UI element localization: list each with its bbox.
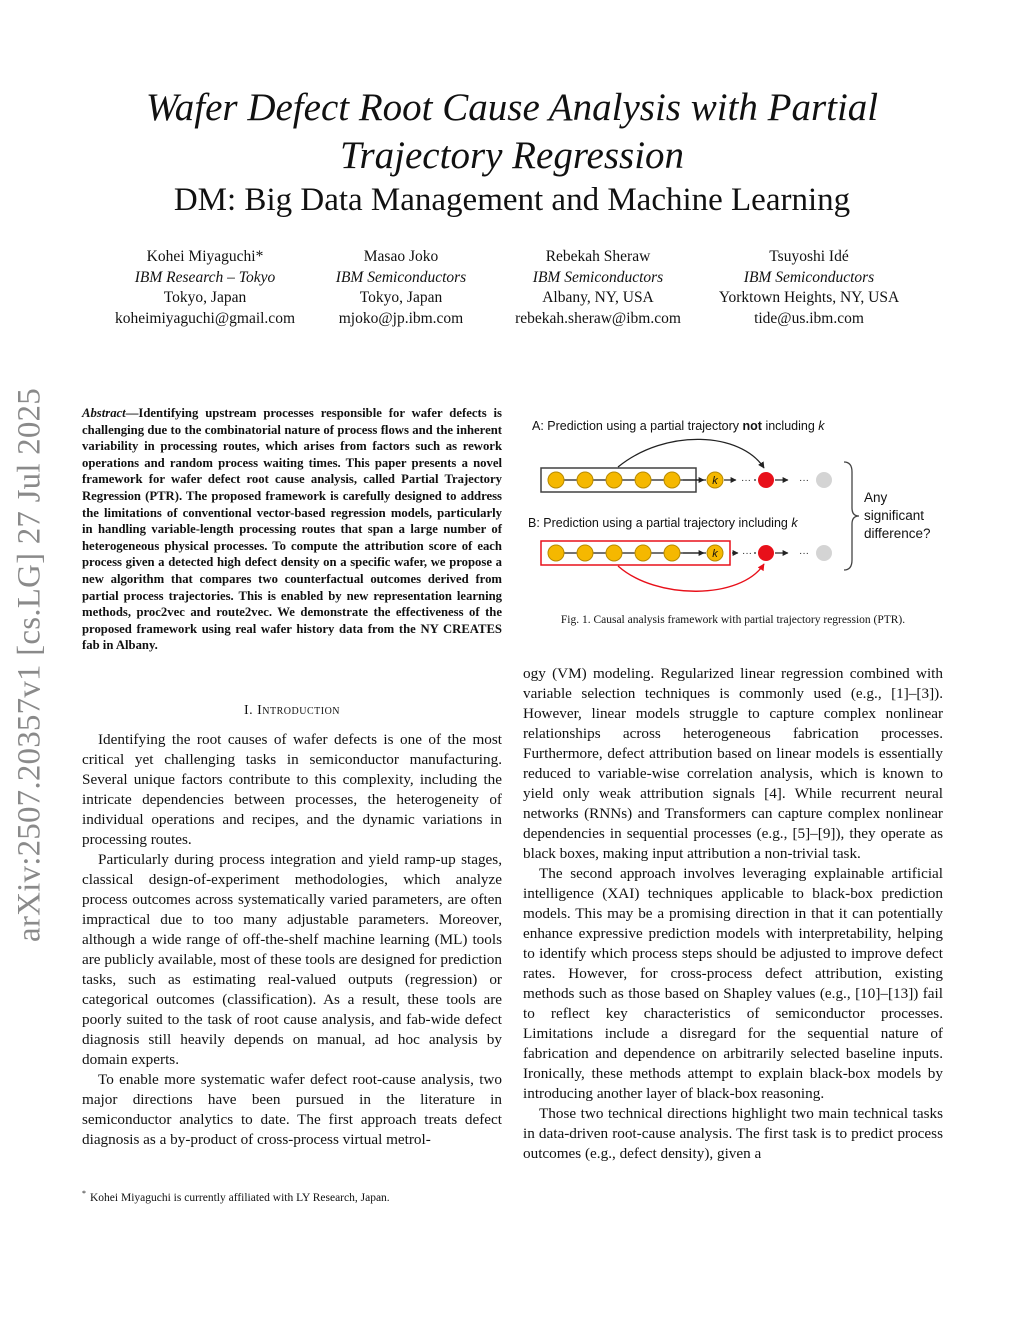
author-email[interactable]: koheimiyaguchi@gmail.com xyxy=(115,309,295,327)
figure-1 xyxy=(526,410,950,600)
right-column-text xyxy=(523,664,943,1164)
abstract-lead: Abstract xyxy=(82,406,126,420)
paper-title-line-1: Wafer Defect Root Cause Analysis with Partial xyxy=(145,86,879,129)
panel-a-trajectory xyxy=(541,439,832,492)
abstract-text: —Identifying upstream processes responsible for wafer defects is challenging due to the combinatorial nature of process flows and the inherent variability in processing routes, which arises from factors such as rework operations and random process waiting times. This paper presents a novel framework for wafer defect root cause analysis, called Partial Trajectory Regression (PTR). The proposed framework is carefully designed to address the limitations of conventional vector-based regression models, particularly in handling variable-length processing routes that span a large number of heterogeneous physical processes. To compute the attribution score of each process given a detected high defect density on a specific wafer, we propose a new algorithm that compares two counterfactual outcomes derived from partial process trajectories. This is enabled by new representation learning methods, proc2vec and route2vec. We demonstrate the effectiveness of the proposed framework using real wafer history data from the NY CREATES fab in Albany. xyxy=(82,406,502,653)
author-affiliation: IBM Research – Tokyo xyxy=(134,268,276,286)
question-line-1: Any xyxy=(864,490,888,505)
author-3 xyxy=(498,247,698,329)
author-location: Yorktown Heights, NY, USA xyxy=(718,289,900,306)
process-node xyxy=(635,472,651,488)
paper-title-line-2: Trajectory Regression xyxy=(339,134,685,177)
question-line-2: significant xyxy=(864,508,925,523)
section-title: Introduction xyxy=(257,703,341,718)
author-affiliation: IBM Semiconductors xyxy=(335,268,467,286)
paragraph: Particularly during process integration and yield ramp-up stages, classical design-of-experiment methodologies, which analyze process outcomes across systematically varied parameters, are often impractical due to too many adjustable parameters. Moreover, although a wide range of off-the-shelf machine learning (ML) tools are publicly available, most of these tools are designed for prediction tasks, such as estimating real-valued outputs (regression) or categorical outcomes (classification). As a result, these tools are poorly suited to the task of root cause analysis, and fab-wide defect diagnosis still heavily depends on manual, ad hoc analysis by domain experts. xyxy=(82,851,502,1068)
author-name: Kohei Miyaguchi* xyxy=(146,248,264,265)
question-line-3: difference? xyxy=(864,526,931,541)
author-block xyxy=(105,247,915,337)
author-email[interactable]: mjoko@jp.ibm.com xyxy=(338,309,464,327)
author-location: Albany, NY, USA xyxy=(542,289,654,306)
paper-subtitle: DM: Big Data Management and Machine Learning xyxy=(173,182,851,218)
process-node xyxy=(548,545,564,561)
figure-1-diagram xyxy=(526,410,950,600)
author-1 xyxy=(95,247,315,329)
prediction-arrow-b xyxy=(618,564,764,591)
process-k-label: k xyxy=(712,548,718,560)
author-email[interactable]: rebekah.sheraw@ibm.com xyxy=(515,309,681,327)
process-node xyxy=(664,545,680,561)
process-node xyxy=(577,545,593,561)
arxiv-stamp xyxy=(12,380,48,950)
process-node xyxy=(635,545,651,561)
paragraph: Those two technical directions highlight two main technical tasks in data-driven root-cause analysis. The first task is to predict process outcomes (e.g., defect density), given a xyxy=(523,1105,943,1162)
process-k-label: k xyxy=(712,475,718,487)
section-heading xyxy=(82,703,502,719)
abstract xyxy=(82,405,502,654)
footnote-text: Kohei Miyaguchi is currently affiliated with LY Research, Japan. xyxy=(90,1191,390,1204)
future-node xyxy=(816,472,832,488)
paragraph: The second approach involves leveraging explainable artificial intelligence (XAI) techniques applicable to black-box prediction models. This may be a promising direction in that it can potentially enhance expressive prediction models with interpretability, helping to identify which process steps should be adjusted to improve defect rates. However, for cross-process defect attribution, existing methods such as those based on Shapley values (e.g., [10]–[13]) fail to reflect key characteristics of semiconductor processes. Limitations include a disregard for the sequential nature of fabrication and dependence on arbitrarily selected baseline inputs. Ironically, these methods attempt to explain black-box models by introducing another layer of black-box reasoning. xyxy=(523,865,943,1102)
author-name: Masao Joko xyxy=(363,248,439,265)
author-location: Tokyo, Japan xyxy=(163,289,247,306)
ellipsis: ··· xyxy=(799,475,809,486)
process-node xyxy=(664,472,680,488)
section-number: I. xyxy=(243,703,254,718)
footnote-mark: * xyxy=(82,1189,86,1198)
author-4 xyxy=(699,247,919,329)
paragraph: Identifying the root causes of wafer defects is one of the most critical yet challenging tasks in semiconductor manufacturing. Several unique factors contribute to this complexity, including the intricate dependencies between processes, the heterogeneity of individual operations and recipes, and the dynamic variations in processing routes. xyxy=(82,731,502,848)
process-node xyxy=(606,472,622,488)
paragraph: ogy (VM) modeling. Regularized linear regression combined with variable selection techniques is commonly used (e.g., [1]–[3]). However, linear models struggle to capture complex nonlinear relationships across heterogeneous fabrication processes. Furthermore, defect attribution based on linear models is essentially reduced to variable-wise correlation analysis, which is known to yield only weak attribution signals [4]. While recurrent neural networks (RNNs) and Transformers can capture complex nonlinear dependencies in sequential processes (e.g., [5]–[9]), they operate as black boxes, making input attribution a non-trivial task. xyxy=(523,665,943,862)
intro-text xyxy=(82,730,502,1150)
process-node xyxy=(577,472,593,488)
author-email[interactable]: tide@us.ibm.com xyxy=(754,309,864,327)
paragraph: To enable more systematic wafer defect root-cause analysis, two major directions have been pursued in the literature in semiconductor analytics to date. The first approach treats defect diagnosis as a by-product of cross-process virtual metrol- xyxy=(82,1071,502,1148)
comparison-brace xyxy=(844,462,859,570)
process-node xyxy=(548,472,564,488)
author-2 xyxy=(316,247,486,329)
author-name: Tsuyoshi Idé xyxy=(769,248,849,265)
outcome-node xyxy=(758,545,774,561)
author-name: Rebekah Sheraw xyxy=(545,248,651,265)
future-node xyxy=(816,545,832,561)
panel-a-label: A: Prediction using a partial trajectory not including k xyxy=(532,419,825,433)
paper-title xyxy=(80,84,944,180)
author-affiliation: IBM Semiconductors xyxy=(743,268,875,286)
ellipsis: ··· xyxy=(799,548,809,559)
process-node xyxy=(606,545,622,561)
panel-b-trajectory xyxy=(541,541,832,591)
author-affiliation: IBM Semiconductors xyxy=(532,268,664,286)
outcome-node xyxy=(758,472,774,488)
panel-b-label: B: Prediction using a partial trajectory including k xyxy=(528,516,798,530)
figure-caption: Fig. 1. Causal analysis framework with partial trajectory regression (PTR). xyxy=(560,614,906,626)
prediction-arrow-a xyxy=(618,439,764,468)
author-location: Tokyo, Japan xyxy=(359,289,443,306)
footnote xyxy=(82,1186,502,1206)
arxiv-stamp-text: arXiv:2507.20357v1 [cs.LG] 27 Jul 2025 xyxy=(11,388,48,942)
ellipsis: ··· xyxy=(742,548,752,559)
ellipsis: ··· xyxy=(741,475,751,486)
